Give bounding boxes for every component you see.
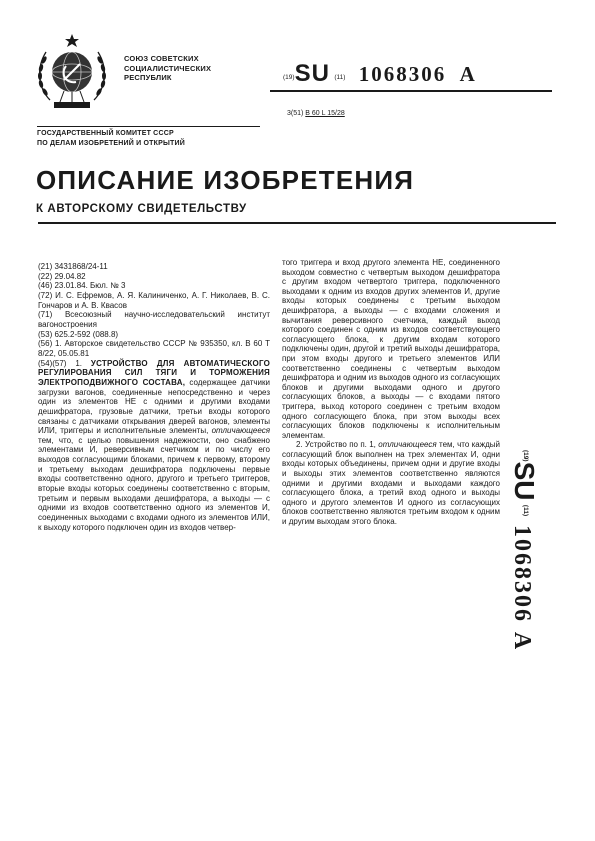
biblio-entry: (56) 1. Авторское свидетельство СССР № 935350, кл. В 60 Т 8/22, 05.05.81	[38, 339, 270, 358]
abstract-paragraph	[38, 359, 270, 533]
patent-number: 1068306	[358, 62, 447, 86]
right-column	[282, 258, 500, 527]
biblio-entry: (22) 29.04.82	[38, 271, 86, 281]
side-inid-19: (19)	[522, 450, 529, 462]
abstract-prefix: (54)(57) 1.	[38, 358, 91, 368]
biblio-entry: (46) 23.01.84. Бюл. № 3	[38, 281, 126, 291]
left-column	[38, 262, 270, 532]
divider	[270, 90, 552, 92]
state-emblem-icon	[30, 30, 114, 114]
document-subtitle: К АВТОРСКОМУ СВИДЕТЕЛЬСТВУ	[36, 203, 247, 215]
divider	[37, 126, 260, 127]
biblio-entry: (72) И. С. Ефремов, А. Я. Калиниченко, А. Г. Николаев, В. С. Гончаров и А. В. Квасов	[38, 290, 270, 310]
ipc-class	[287, 110, 345, 117]
side-kind-code: A	[509, 631, 535, 650]
country-name	[124, 54, 211, 83]
divider	[38, 222, 556, 224]
kind-code: A	[459, 62, 475, 86]
side-patent-number: 1068306	[509, 525, 535, 624]
biblio-entry: (21) 3431868/24-11	[38, 262, 108, 271]
ipc-value: В 60 L 15/28	[305, 110, 345, 117]
patent-id-line	[283, 60, 475, 88]
abstract-text: тем, что, с целью повышения надежности, оно снабжено элементами И, реверсивным счетчиком и по числу его выходов согласующими блоками, причем к первому, второму и третьему выходам дешифратора подключены первые входы соответственно одного, другого и третьего триггеров, вторые входы которых соединены соответственно с вторым, третьим и первым выходами дешифратора, а выходы — с одними из входов соответственно одного из элементов И, соединенных выходами с входами одного из элементов ИЛИ, к выходу которого подключен один из входов четвер-	[38, 435, 270, 532]
claim-2-italic: отличающееся	[378, 440, 437, 450]
document-title: ОПИСАНИЕ ИЗОБРЕТЕНИЯ	[36, 165, 415, 195]
claim-2-prefix: 2. Устройство по п. 1,	[296, 440, 379, 450]
side-country-code: SU	[509, 461, 540, 501]
country-name-line: СОЦИАЛИСТИЧЕСКИХ	[124, 63, 212, 73]
ipc-code: 3(51)	[287, 110, 304, 117]
side-patent-stamp	[480, 450, 570, 690]
invention-title: УСТРОЙСТВО ДЛЯ АВТОМАТИЧЕСКОГО РЕГУЛИРОВАНИЯ СИЛ ТЯГИ И ТОРМОЖЕНИЯ ЭЛЕКТРОПОДВИЖНОГО СОСТАВА,	[38, 358, 270, 387]
country-name-line: РЕСПУБЛИК	[124, 73, 172, 82]
inid-code-11: (11)	[334, 74, 346, 81]
side-inid-11: (11)	[522, 504, 529, 517]
claim-2	[282, 440, 500, 526]
country-name-line: СОЮЗ СОВЕТСКИХ	[124, 54, 199, 63]
biblio-entry: (71) Всесоюзный научно-исследовательский институт вагоностроения	[38, 310, 270, 329]
claim-2-text: тем, что каждый согласующий блок выполнен на трех элементах И, одни входы которых объединены, причем одни и другие входы и выходы этих элементов соответственно являются одними и другими входами и выходами каждого согласующего блока, а третий вход одного и выходы одного и другого элементов И одного из согласующих блоков соответственно являются третьим входом к одним и другим выходам этого блока.	[282, 440, 500, 527]
committee-line: ГОСУДАРСТВЕННЫЙ КОМИТЕТ СССР	[37, 130, 174, 137]
bibliographic-data	[38, 262, 270, 359]
country-code: SU	[294, 60, 330, 87]
biblio-entry: (53) 625.2-592 (088.8)	[38, 329, 119, 339]
abstract-continuation: того триггера и вход другого элемента НЕ, соединенного выходом совместно с четвертым выходом дешифратора с другим входом четвертого триггера, подключенного выходами к одним из входов других элементов И, другие входы которых соединены с третьим выходом дешифратора, а выходы — с входами сложения и вычитания реверсивного счетчика, каждый выход которого соединен с одним из входов соответствующего согласующего блока, к другим входам которого подключены один, другой и третий выходы дешифратора, при этом входы другого и третьего элементов ИЛИ соответственно соединены с четвертым выходом дешифратора и одним из выходов одного из согласующих блоков и другими выходами одного и другого согласующих блоков, а выходы — с входами пятого триггера, выход которого соединен с третьим входом одного согласующего блока, при этом выходы всех согласующих блоков подключены к исполнительным элементам.	[282, 258, 500, 440]
inid-code-19: (19)	[283, 74, 295, 81]
abstract-italic: отличающееся	[211, 426, 270, 436]
committee-line: ПО ДЕЛАМ ИЗОБРЕТЕНИЙ И ОТКРЫТИЙ	[37, 140, 185, 147]
abstract-text: содержащее датчики загрузки вагонов, соединенные непосредственно и через один из элементов НЕ с одними и другими входами дешифратора, грузовые датчики, третьи входы которого связаны с датчиками открывания дверей вагонов, элементы ИЛИ, триггеры и исполнительные элементы,	[38, 377, 270, 436]
committee-name	[37, 129, 185, 149]
